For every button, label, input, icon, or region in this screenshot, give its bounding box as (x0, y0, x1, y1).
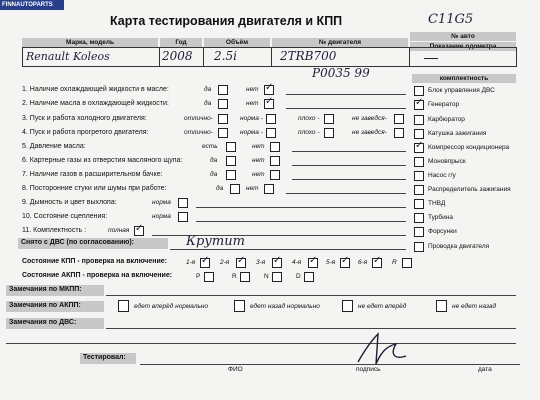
akpp-remark-box-0[interactable] (118, 300, 129, 312)
q4-normal-box[interactable] (266, 128, 276, 138)
q4-opt-normal: норма - (240, 129, 263, 136)
q8-opt-yes: да (216, 185, 224, 192)
comp-box-3[interactable] (414, 129, 424, 139)
gear-2-label: 2-я (220, 259, 230, 266)
date-label: дата (478, 366, 492, 373)
question-2: 2. Наличие масла в охлаждающей жидкости: (22, 100, 169, 107)
header-odometer: Показание одометра (410, 42, 516, 51)
q2-checkmark-icon: ✓ (265, 96, 274, 107)
q5-opt-yes: есть (202, 143, 218, 150)
q3-normal-box[interactable] (266, 114, 276, 124)
handwritten-volume: 2.5i (214, 49, 237, 63)
question-4: 4. Пуск и работа прогретого двигателя: (22, 129, 149, 136)
comp-box-2[interactable] (414, 115, 424, 125)
handwritten-code: C11G5 (428, 12, 474, 27)
header-engine-no: № двигателя (272, 38, 408, 47)
q6-line (292, 165, 406, 166)
gear-1-check-icon: ✓ (201, 255, 210, 266)
akpp-remark-0: едет вперёд нормально (134, 303, 209, 310)
handwritten-note: Крутит (186, 234, 245, 249)
akpp-remark-1: едет назад нормально (250, 303, 320, 310)
q5-opt-no: нет (252, 143, 265, 150)
q6-opt-no: нет (252, 157, 265, 164)
comp-item-8: ТНВД (428, 200, 446, 207)
comp-box-7[interactable] (414, 185, 424, 195)
q2-opt-no: нет (246, 100, 259, 107)
gear-4-check-icon: ✓ (309, 255, 318, 266)
gear-2-check-icon: ✓ (237, 255, 246, 266)
notes-line-2 (6, 343, 516, 344)
comp-box-0[interactable] (414, 86, 424, 96)
comp-box-5[interactable] (414, 157, 424, 167)
q4-opt-excellent: отлично- (184, 129, 213, 136)
gear-1-label: 1-я (186, 259, 196, 266)
comp-item-9: Турбина (428, 214, 453, 221)
q3-opt-no-start: не заведся- (352, 115, 387, 122)
q2-line (286, 108, 406, 109)
akpp-remark-2: не едет вперёд (358, 303, 407, 310)
q8-line (286, 193, 406, 194)
notes-dvs-label: Замечания по ДВС: (6, 318, 104, 329)
q9-line (196, 207, 406, 208)
notes-dvs-line (106, 328, 516, 329)
q2-yes-box[interactable] (218, 99, 228, 109)
tested-label: Тестировал: (80, 353, 136, 364)
comp-item-3: Катушка зажигания (428, 130, 487, 137)
akpp-d-box[interactable] (304, 272, 314, 282)
gear-5-label: 5-я (326, 259, 336, 266)
q8-yes-box[interactable] (230, 184, 240, 194)
akpp-r-label: R (232, 273, 237, 280)
q10-line (196, 221, 406, 222)
q4-no-start-box[interactable] (394, 128, 404, 138)
comp-item-1: Генератор (428, 101, 460, 108)
q1-line (286, 94, 406, 95)
question-7: 7. Наличие газов в расширительном бачке: (22, 171, 163, 178)
q8-opt-no: нет (246, 185, 259, 192)
signature-scribble-icon (352, 330, 412, 370)
completeness-header: комплектность (412, 74, 516, 83)
odometer-dash (424, 58, 438, 59)
akpp-n-box[interactable] (272, 272, 282, 282)
q3-excellent-box[interactable] (218, 114, 228, 124)
comp-item-7: Распределитель зажигания (428, 186, 511, 193)
comp-box-10[interactable] (414, 227, 424, 237)
comp-box-8[interactable] (414, 199, 424, 209)
q7-opt-yes: да (210, 171, 218, 178)
gear-3-label: 3-я (256, 259, 266, 266)
akpp-d-label: D (296, 273, 301, 280)
comp-check-4-icon: ✓ (415, 140, 424, 151)
q1-opt-no: нет (246, 86, 259, 93)
comp-box-11[interactable] (414, 242, 424, 252)
removed-line (170, 249, 406, 250)
akpp-n-label: N (264, 273, 269, 280)
q7-opt-no: нет (252, 171, 265, 178)
handwritten-model: Renault Koleos (26, 50, 110, 63)
odometer-cell (409, 47, 517, 67)
question-1: 1. Наличие охлаждающей жидкости в масле: (22, 86, 169, 93)
comp-item-11: Проводка двигателя (428, 243, 490, 250)
question-3: 3. Пуск и работа холодного двигателя: (22, 115, 147, 122)
gear-r-box[interactable] (402, 258, 412, 268)
q9-opt-normal: норма (152, 199, 171, 206)
akpp-p-label: P (196, 273, 201, 280)
removed-label: Снято с ДВС (по согласованию): (18, 238, 168, 249)
header-year: Год (160, 38, 202, 47)
handwritten-engine-no: 2TRB700 (280, 49, 337, 63)
signature-label: подпись (356, 366, 381, 373)
q4-bad-box[interactable] (324, 128, 334, 138)
q1-yes-box[interactable] (218, 85, 228, 95)
q1-checkmark-icon: ✓ (265, 82, 274, 93)
comp-item-10: Форсунки (428, 228, 457, 235)
q7-yes-box[interactable] (226, 170, 236, 180)
fio-label: ФИО (228, 366, 243, 373)
q5-line (292, 151, 406, 152)
q6-yes-box[interactable] (226, 156, 236, 166)
kpp-check-label: Состояние КПП - проверка на включение: (22, 258, 167, 265)
q3-bad-box[interactable] (324, 114, 334, 124)
gear-r-label: R (392, 259, 397, 266)
header-model: Марка, модель (22, 38, 158, 47)
question-6: 6. Картерные газы из отверстия масляного щупа: (22, 157, 183, 164)
comp-item-0: Блок управления ДВС (428, 87, 495, 94)
header-volume: Объём (204, 38, 270, 47)
comp-check-1-icon: ✓ (415, 97, 424, 108)
q6-opt-yes: да (210, 157, 218, 164)
q5-no-box[interactable] (270, 142, 280, 152)
q8-no-box[interactable] (264, 184, 274, 194)
comp-item-5: Моновпрыск (428, 158, 466, 165)
q10-opt-normal: норма (152, 213, 171, 220)
q1-opt-yes: да (204, 86, 212, 93)
gear-6-check-icon: ✓ (373, 255, 382, 266)
q5-yes-box[interactable] (226, 142, 236, 152)
akpp-remark-3: не едет назад (452, 303, 497, 310)
gear-4-label: 4-я (292, 259, 302, 266)
question-9: 9. Дымность и цвет выхлопа: (22, 199, 117, 206)
header-auto-no: № авто (410, 32, 516, 41)
q3-no-start-box[interactable] (394, 114, 404, 124)
q2-opt-yes: да (204, 100, 212, 107)
comp-item-4: Компрессор кондиционера (428, 144, 510, 151)
akpp-check-label: Состояние АКПП - проверка на включение: (22, 272, 173, 279)
notes-mkpp-label: Замечания по МКПП: (6, 285, 104, 296)
q11-opt-full: полная (108, 227, 130, 234)
question-11: 11. Комплектность : (22, 227, 87, 234)
notes-akpp-label: Замечания по АКПП: (6, 301, 104, 312)
q4-opt-bad: плохо - (298, 129, 320, 136)
page-title: Карта тестирования двигателя и КПП (110, 14, 343, 28)
q4-opt-no-start: не заведся- (352, 129, 387, 136)
comp-item-6: Насос г/у (428, 172, 456, 179)
q7-line (292, 179, 406, 180)
footer-line (140, 364, 520, 365)
q3-opt-excellent: отлично- (184, 115, 213, 122)
q3-opt-bad: плохо - (298, 115, 320, 122)
question-8: 8. Посторонние стуки или шумы при работе: (22, 185, 167, 192)
brand-logo: FINNAUTOPARTS (0, 0, 64, 10)
handwritten-year: 2008 (162, 49, 193, 63)
q3-opt-normal: норма - (240, 115, 263, 122)
q7-no-box[interactable] (270, 170, 280, 180)
akpp-p-box[interactable] (204, 272, 214, 282)
notes-mkpp-line (106, 295, 516, 296)
q6-no-box[interactable] (270, 156, 280, 166)
handwritten-error-code: P0035 99 (312, 66, 370, 80)
comp-box-9[interactable] (414, 213, 424, 223)
comp-box-6[interactable] (414, 171, 424, 181)
akpp-remark-box-1[interactable] (234, 300, 245, 312)
q11-checkmark-icon: ✓ (135, 223, 144, 234)
akpp-remark-box-3[interactable] (436, 300, 447, 312)
comp-item-2: Карбюратор (428, 116, 465, 123)
q10-normal-box[interactable] (178, 212, 188, 222)
question-5: 5. Давление масла: (22, 143, 86, 150)
q9-normal-box[interactable] (178, 198, 188, 208)
akpp-remark-box-2[interactable] (342, 300, 353, 312)
akpp-r-box[interactable] (240, 272, 250, 282)
gear-5-check-icon: ✓ (341, 255, 350, 266)
gear-3-check-icon: ✓ (273, 255, 282, 266)
q4-excellent-box[interactable] (218, 128, 228, 138)
gear-6-label: 6-я (358, 259, 368, 266)
question-10: 10. Состояние сцепления: (22, 213, 108, 220)
